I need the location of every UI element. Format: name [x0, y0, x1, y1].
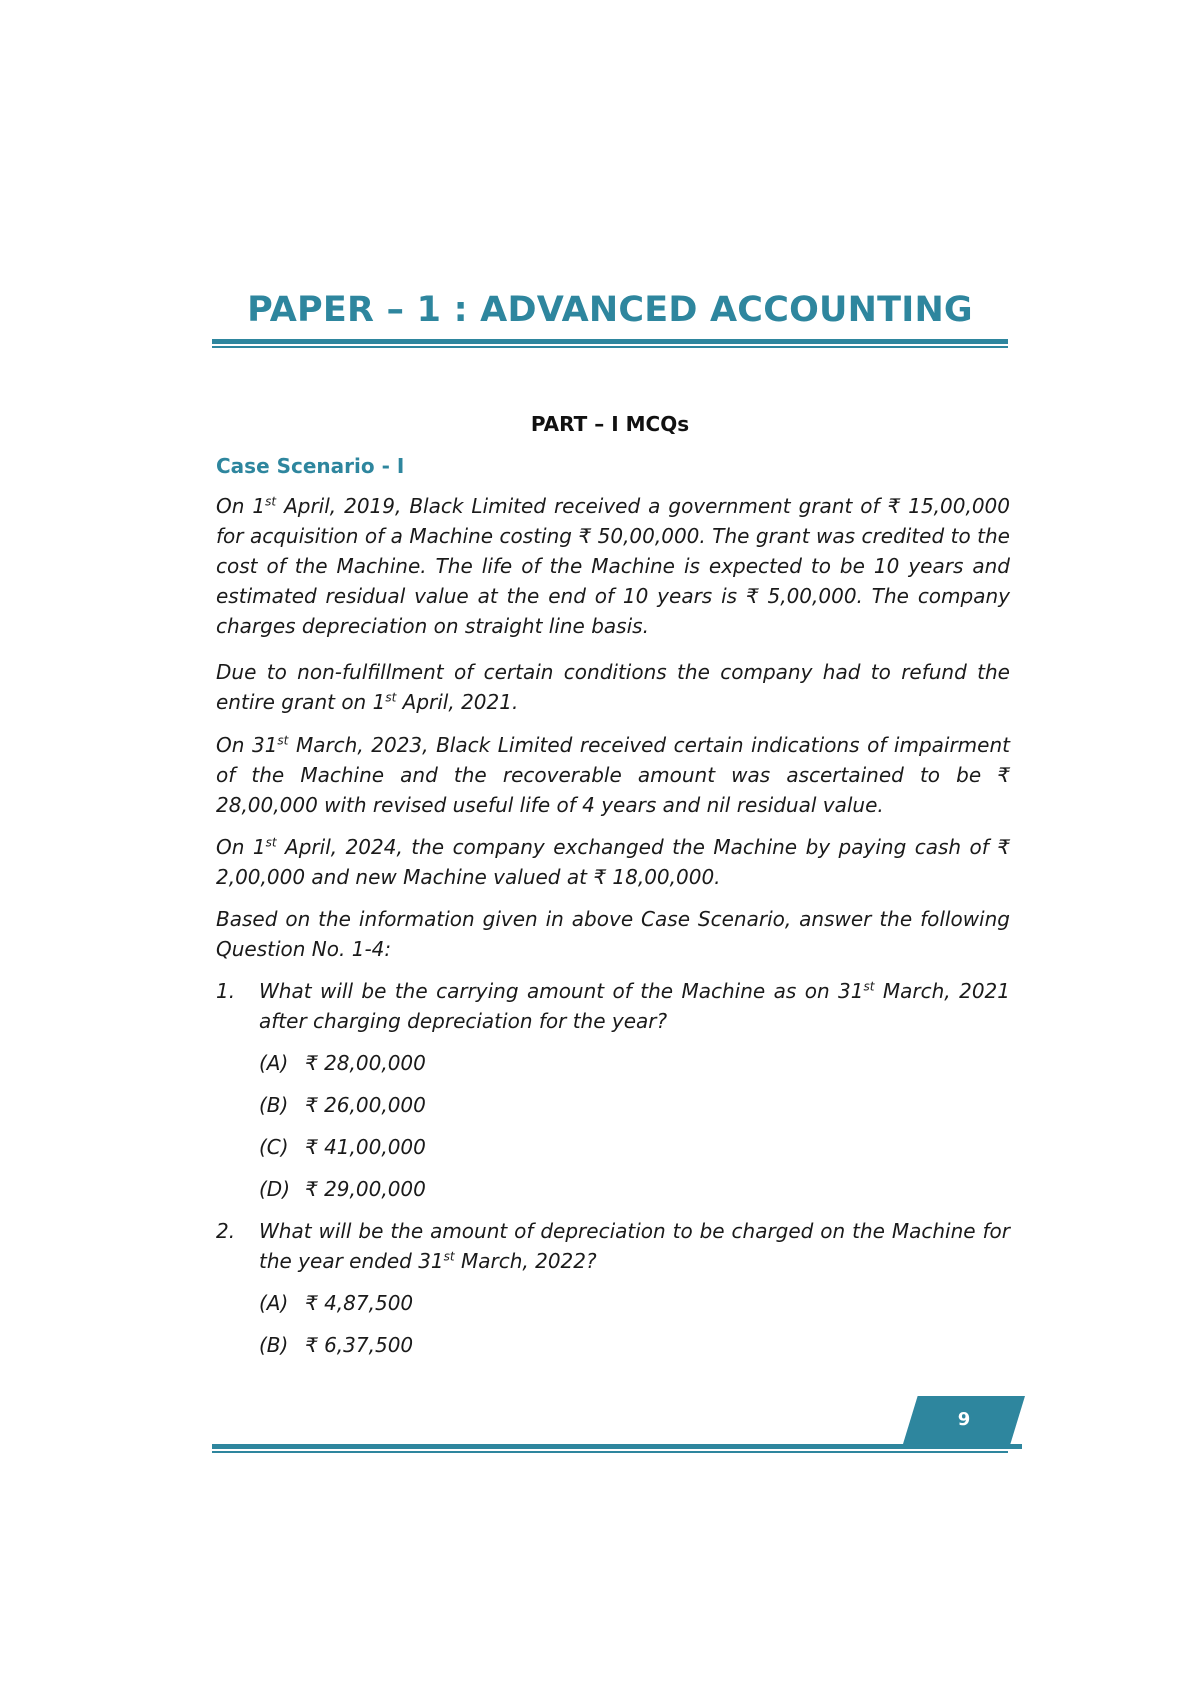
page-title: PAPER – 1 : ADVANCED ACCOUNTING: [247, 290, 973, 330]
question-2-text: What will be the amount of depreciation to be charged on the Machine for the year ended 31st March, 2022?: [259, 1219, 1010, 1273]
scenario-paragraph-1: On 1st April, 2019, Black Limited received a government grant of ₹ 15,00,000 for acquisition of a Machine costing ₹ 50,00,000. The grant was credited to the cost of the Machine. The life of the Machine is expected to be 10 years and estimated residual value at the end of 10 years is ₹ 5,00,000. The company charges depreciation on straight line basis.: [216, 494, 1011, 638]
question-1-option-a: (A) ₹ 28,00,000: [259, 1051, 426, 1075]
question-2-option-a: (A) ₹ 4,87,500: [259, 1291, 414, 1315]
question-1-number: 1.: [216, 979, 236, 1003]
question-1-option-d: (D) ₹ 29,00,000: [259, 1177, 426, 1201]
part-heading: PART – I MCQs: [530, 412, 690, 436]
case-scenario-heading: Case Scenario - I: [216, 454, 405, 478]
scenario-paragraph-3: On 31st March, 2023, Black Limited received certain indications of impairment of the Machine and the recoverable amount was ascertained to be ₹ 28,00,000 with revised useful life of 4 years and nil residual value.: [216, 733, 1010, 817]
question-2-option-b: (B) ₹ 6,37,500: [259, 1333, 414, 1357]
title-underline: [212, 339, 1008, 344]
scenario-paragraph-4: On 1st April, 2024, the company exchanged the Machine by paying cash of ₹ 2,00,000 and new Machine valued at ₹ 18,00,000.: [216, 835, 1010, 889]
question-1-text: What will be the carrying amount of the Machine as on 31st March, 2021 after charging depreciation for the year?: [259, 979, 1010, 1033]
scenario-paragraph-5: Based on the information given in above Case Scenario, answer the following Question No. 1-4:: [216, 907, 1010, 961]
title-underline-thin: [212, 346, 1008, 348]
footer-rule: [212, 1444, 1022, 1449]
question-1-option-b: (B) ₹ 26,00,000: [259, 1093, 426, 1117]
question-1-option-c: (C) ₹ 41,00,000: [259, 1135, 426, 1159]
scenario-paragraph-2: Due to non-fulfillment of certain conditions the company had to refund the entire grant on 1st April, 2021.: [216, 660, 1010, 714]
question-2-number: 2.: [216, 1219, 236, 1243]
page-number: 9: [957, 1409, 971, 1430]
footer-rule-thin: [212, 1451, 1008, 1453]
